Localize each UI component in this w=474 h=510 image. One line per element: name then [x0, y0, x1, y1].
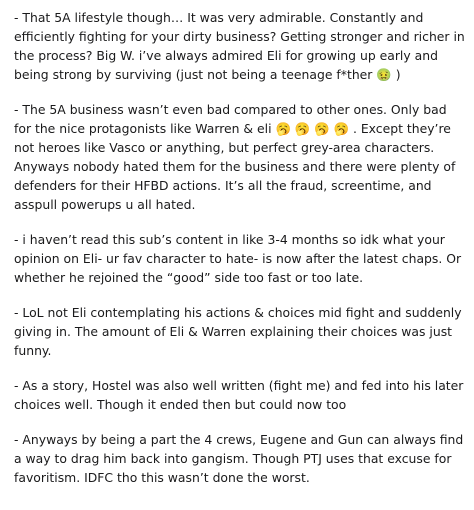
paragraph-hostel: - As a story, Hostel was also well written (fight me) and fed into his later choices well. Though it ended then but could now too	[14, 378, 464, 412]
paragraph-lifestyle: - That 5A lifestyle though… It was very admirable. Constantly and efficiently fighting for your dirty business? Getting stronger and richer in the process? Big W. i’ve always admired Eli for growing up early and being strong by surviving (just not being a teenage f*ther 🤢 )	[14, 10, 465, 82]
paragraph-business: - The 5A business wasn’t even bad compared to other ones. Only bad for the nice protagonists like Warren & eli 🥱 🥱 🥱 🥱 . Except they’re not heroes like Vasco or anything, but perfect grey-area characters. Anyways nobody hated them for the business and there were plenty of defenders for their HFBD actions. It’s all the fraud, screentime, and asspull powerups u all hated.	[14, 102, 456, 212]
paragraph-sub-opinion: - i haven’t read this sub’s content in like 3-4 months so idk what your opinion on Eli- ur fav character to hate- is now after the latest chaps. Or whether he rejoined the “good” side too fast or too late.	[14, 232, 462, 285]
paragraph-crews: - Anyways by being a part the 4 crews, Eugene and Gun can always find a way to drag him back into gangism. Though PTJ uses that excuse for favoritism. IDFC tho this wasn’t done the worst.	[14, 432, 464, 485]
comment-body	[14, 8, 466, 503]
paragraph-fight-choices: - LoL not Eli contemplating his actions & choices mid fight and suddenly giving in. The amount of Eli & Warren explaining their choices was just funny.	[14, 305, 462, 358]
